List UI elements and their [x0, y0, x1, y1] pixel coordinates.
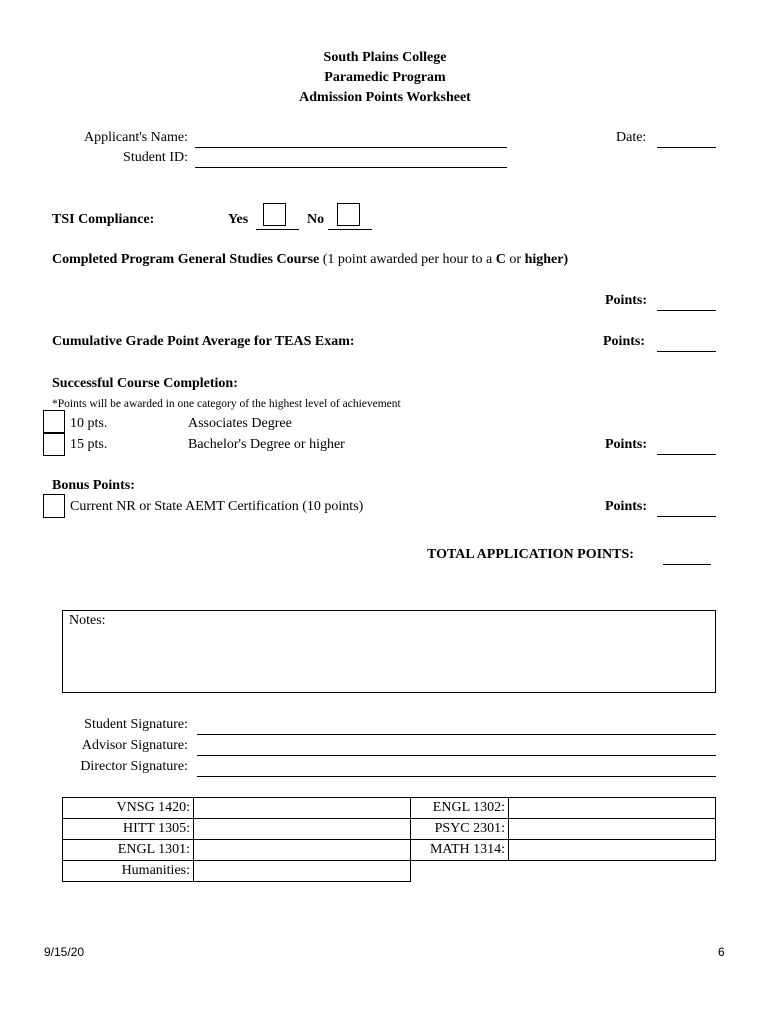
page-title: Admission Points Worksheet: [299, 90, 471, 105]
general-studies-points-label: Points:: [605, 293, 647, 308]
gpa-label: Cumulative Grade Point Average for TEAS Exam:: [52, 334, 355, 349]
tsi-yes-checkbox[interactable]: [263, 203, 286, 226]
page-number: 6: [718, 945, 725, 959]
table-row: [411, 840, 716, 861]
notes-box[interactable]: [62, 610, 716, 693]
tsi-yes-label: Yes: [228, 212, 249, 227]
header-college: South Plains College: [323, 50, 447, 65]
bonus-points-label: Points:: [605, 499, 647, 514]
option-desc: Bachelor's Degree or higher: [188, 437, 345, 452]
director-signature-field[interactable]: [197, 776, 716, 777]
course-label: VNSG 1420:: [63, 798, 194, 819]
course-grade-cell[interactable]: [509, 819, 716, 840]
general-studies-points-field[interactable]: [657, 310, 716, 311]
total-points-field[interactable]: [663, 564, 711, 565]
footer-date: 9/15/20: [44, 945, 85, 959]
header-program: Paramedic Program: [324, 70, 446, 85]
course-label: Humanities:: [63, 861, 194, 882]
date-field[interactable]: [657, 147, 716, 148]
bachelors-checkbox[interactable]: [43, 433, 65, 456]
gpa-points-field[interactable]: [657, 351, 716, 352]
course-table-right: [410, 797, 716, 861]
course-table-left: [62, 797, 411, 882]
applicant-name-field[interactable]: [195, 147, 507, 148]
notes-label: Notes:: [69, 613, 106, 628]
associates-checkbox[interactable]: [43, 410, 65, 433]
student-id-label: Student ID:: [123, 150, 188, 165]
option-desc: Associates Degree: [188, 416, 292, 431]
general-studies-or: or: [509, 252, 522, 267]
course-label: ENGL 1301:: [63, 840, 194, 861]
table-row: [63, 861, 411, 882]
student-signature-field[interactable]: [197, 734, 716, 735]
course-label: MATH 1314:: [411, 840, 509, 861]
tsi-yes-line: [256, 229, 299, 230]
table-row: [63, 798, 411, 819]
course-points-field[interactable]: [657, 454, 716, 455]
course-label: ENGL 1302:: [411, 798, 509, 819]
course-grade-cell[interactable]: [194, 840, 411, 861]
table-row: [63, 819, 411, 840]
course-grade-cell[interactable]: [509, 840, 716, 861]
aemt-checkbox[interactable]: [43, 494, 65, 518]
course-grade-cell[interactable]: [194, 798, 411, 819]
tsi-no-line: [328, 229, 372, 230]
course-grade-cell[interactable]: [509, 798, 716, 819]
general-studies-grade: C: [495, 252, 506, 267]
bonus-points-field[interactable]: [657, 516, 716, 517]
table-row: [411, 798, 716, 819]
course-completion-title: Successful Course Completion:: [52, 376, 238, 391]
option-pts: 15 pts.: [70, 437, 108, 452]
course-completion-note: *Points will be awarded in one category of the highest level of achievement: [52, 398, 401, 410]
general-studies-rule: (1 point awarded per hour to a: [322, 252, 493, 267]
table-row: [63, 840, 411, 861]
total-label: TOTAL APPLICATION POINTS:: [427, 547, 634, 562]
student-id-field[interactable]: [195, 167, 507, 168]
table-row: [411, 819, 716, 840]
option-pts: 10 pts.: [70, 416, 108, 431]
bonus-title: Bonus Points:: [52, 478, 135, 493]
course-points-label: Points:: [605, 437, 647, 452]
advisor-signature-field[interactable]: [197, 755, 716, 756]
course-grade-cell[interactable]: [194, 819, 411, 840]
general-studies-higher: higher): [524, 252, 569, 267]
tsi-no-checkbox[interactable]: [337, 203, 360, 226]
general-studies-title: Completed Program General Studies Course: [52, 252, 320, 267]
director-signature-label: Director Signature:: [80, 759, 188, 774]
general-studies-line: [52, 252, 568, 268]
tsi-label: TSI Compliance:: [52, 212, 155, 227]
aemt-label: Current NR or State AEMT Certification (10 points): [70, 499, 364, 514]
tsi-no-label: No: [307, 212, 325, 227]
advisor-signature-label: Advisor Signature:: [81, 738, 188, 753]
course-grade-cell[interactable]: [194, 861, 411, 882]
course-label: PSYC 2301:: [411, 819, 509, 840]
date-label: Date:: [616, 130, 647, 145]
student-signature-label: Student Signature:: [84, 717, 188, 732]
course-label: HITT 1305:: [63, 819, 194, 840]
applicant-name-label: Applicant's Name:: [84, 130, 188, 145]
gpa-points-label: Points:: [603, 334, 645, 349]
